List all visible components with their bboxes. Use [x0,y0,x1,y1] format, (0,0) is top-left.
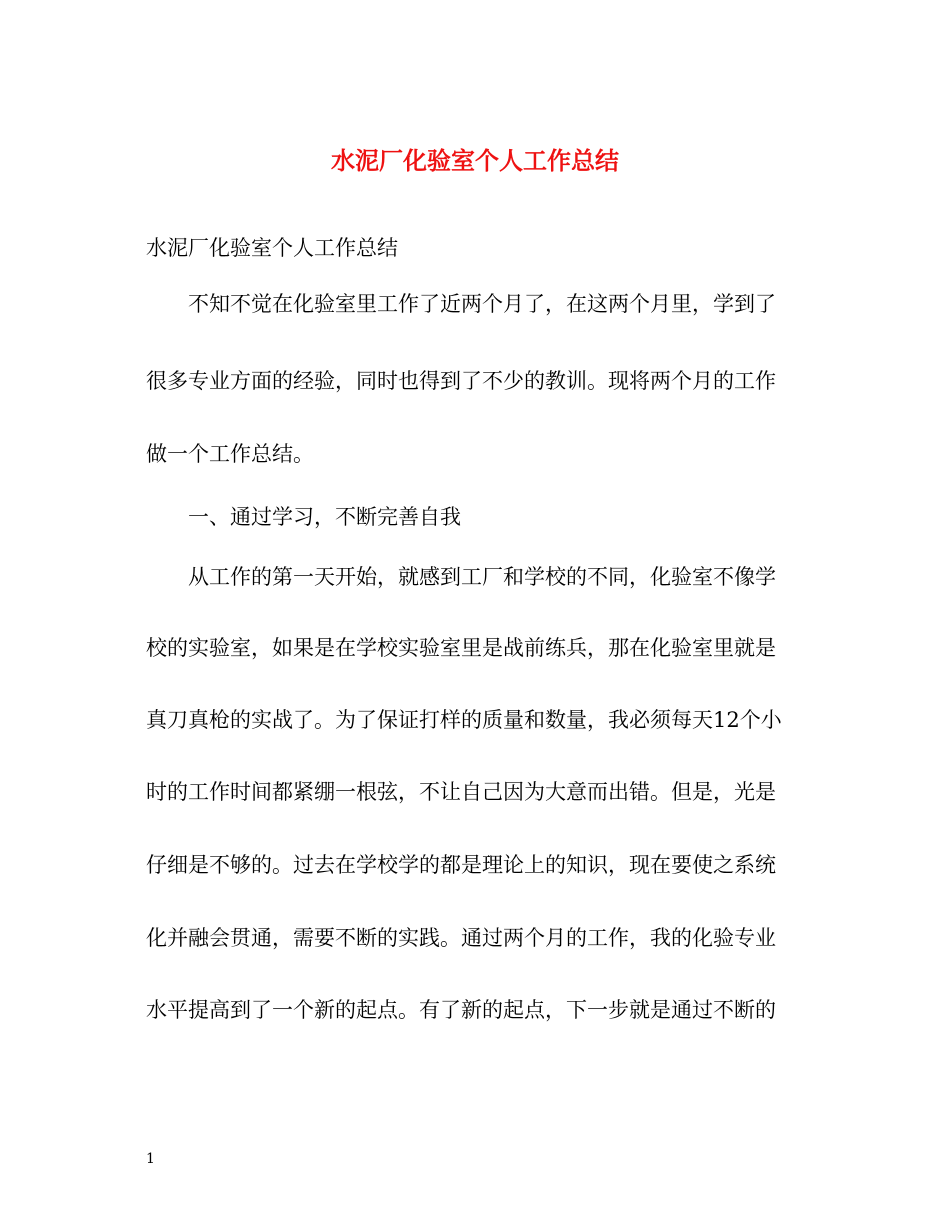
paragraph-line: 很多专业方面的经验，同时也得到了不少的教训。现将两个月的工作 [146,369,776,393]
document-title: 水泥厂化验室个人工作总结 [331,146,619,175]
paragraph-line: 化并融会贯通，需要不断的实践。通过两个月的工作，我的化验专业 [146,926,776,950]
paragraph-line: 真刀真枪的实战了。为了保证打样的质量和数量，我必须每天12个小 [146,708,782,732]
document-subtitle: 水泥厂化验室个人工作总结 [146,236,398,260]
page-number: 1 [146,1151,155,1167]
paragraph-line: 仔细是不够的。过去在学校学的都是理论上的知识，现在要使之系统 [146,853,776,877]
paragraph-line: 从工作的第一天开始，就感到工厂和学校的不同，化验室不像学 [188,565,776,589]
paragraph-line: 时的工作时间都紧绷一根弦，不让自己因为大意而出错。但是，光是 [146,780,776,804]
section-heading: 一、通过学习，不断完善自我 [188,505,461,529]
paragraph-line: 水平提高到了一个新的起点。有了新的起点，下一步就是通过不断的 [146,998,776,1022]
paragraph-line: 不知不觉在化验室里工作了近两个月了，在这两个月里，学到了 [188,292,776,316]
paragraph-line: 校的实验室，如果是在学校实验室里是战前练兵，那在化验室里就是 [146,636,776,660]
paragraph-line: 做一个工作总结。 [146,442,314,466]
